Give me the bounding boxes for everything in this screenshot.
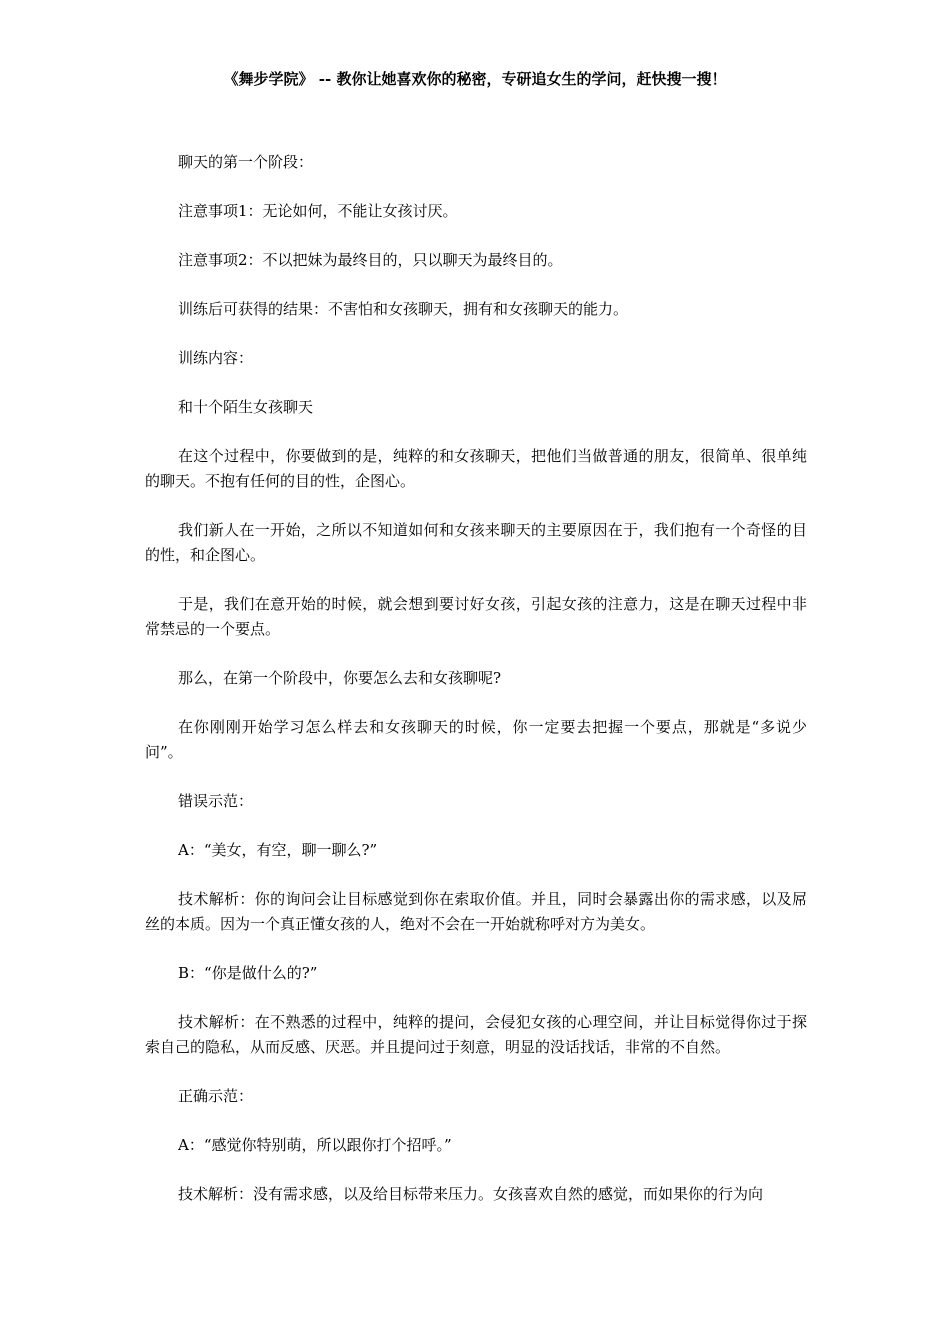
document-body bbox=[145, 150, 807, 1231]
paragraph: 训练后可获得的结果：不害怕和女孩聊天，拥有和女孩聊天的能力。 bbox=[178, 300, 629, 318]
paragraph: 我们新人在一开始，之所以不知道如何和女孩来聊天的主要原因在于，我们抱有一个奇怪的目的性，和企图心。 bbox=[145, 521, 807, 564]
paragraph: 在这个过程中，你要做到的是，纯粹的和女孩聊天，把他们当做普通的朋友，很简单、很单纯的聊天。不抱有任何的目的性，企图心。 bbox=[145, 447, 807, 490]
paragraph: 于是，我们在意开始的时候，就会想到要讨好女孩，引起女孩的注意力，这是在聊天过程中非常禁忌的一个要点。 bbox=[145, 595, 807, 638]
paragraph: B：“你是做什么的?” bbox=[178, 964, 318, 982]
paragraph: 训练内容： bbox=[178, 349, 254, 367]
paragraph: 聊天的第一个阶段： bbox=[178, 153, 314, 171]
paragraph: A：“感觉你特别萌，所以跟你打个招呼。” bbox=[178, 1136, 452, 1154]
paragraph: 和十个陌生女孩聊天 bbox=[178, 398, 314, 416]
paragraph: 技术解析：你的询问会让目标感觉到你在索取价值。并且，同时会暴露出你的需求感，以及屌丝的本质。因为一个真正懂女孩的人，绝对不会在一开始就称呼对方为美女。 bbox=[145, 890, 807, 933]
paragraph: 技术解析：在不熟悉的过程中，纯粹的提问，会侵犯女孩的心理空间，并让目标觉得你过于探索自己的隐私，从而反感、厌恶。并且提问过于刻意，明显的没话找话，非常的不自然。 bbox=[145, 1013, 807, 1056]
paragraph: A：“美女，有空，聊一聊么?” bbox=[178, 841, 378, 859]
page-header-title: 《舞步学院》 -- 教你让她喜欢你的秘密，专研追女生的学问，赶快搜一搜！ bbox=[223, 70, 727, 88]
paragraph: 技术解析：没有需求感，以及给目标带来压力。女孩喜欢自然的感觉，而如果你的行为向 bbox=[178, 1185, 764, 1203]
paragraph: 注意事项2：不以把妹为最终目的，只以聊天为最终目的。 bbox=[178, 251, 563, 269]
paragraph: 正确示范： bbox=[178, 1087, 254, 1105]
paragraph: 错误示范： bbox=[178, 792, 254, 810]
paragraph: 注意事项1：无论如何，不能让女孩讨厌。 bbox=[178, 202, 458, 220]
paragraph: 那么，在第一个阶段中，你要怎么去和女孩聊呢? bbox=[178, 669, 502, 687]
paragraph: 在你刚刚开始学习怎么样去和女孩聊天的时候，你一定要去把握一个要点，那就是“多说少问”。 bbox=[145, 718, 807, 761]
